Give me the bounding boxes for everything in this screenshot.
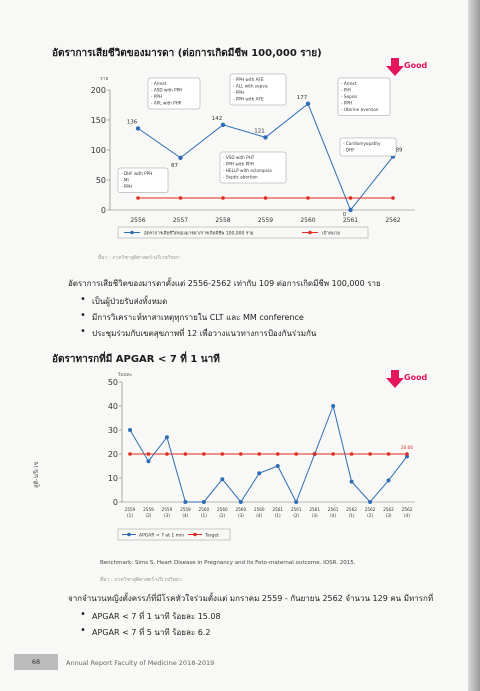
y-tick-label: 50 bbox=[107, 378, 118, 387]
x-tick-label: 2560 bbox=[235, 507, 247, 512]
x-tick-sublabel: (2) bbox=[145, 513, 152, 518]
good-label: Good bbox=[404, 61, 428, 70]
target-data-point bbox=[165, 452, 169, 456]
annotation-line: - Sepsis bbox=[341, 94, 358, 99]
bullet-item: • APGAR < 7 ที่ 1 นาที ร้อยละ 15.08 bbox=[92, 610, 221, 623]
x-tick-label: 2560 bbox=[216, 507, 228, 512]
good-label: Good bbox=[404, 373, 428, 382]
x-tick-sublabel: (1) bbox=[348, 513, 355, 518]
data-label: 142 bbox=[211, 115, 223, 122]
x-tick-label: 2560 bbox=[300, 217, 316, 224]
annotation-line: - PPH bbox=[341, 100, 353, 106]
annotation-line: - ASD with PPH bbox=[151, 87, 183, 93]
apgar-data-point bbox=[331, 404, 335, 408]
mortality-data-point bbox=[178, 156, 182, 160]
maternal-mortality-chart bbox=[70, 68, 430, 248]
x-tick-sublabel: (1) bbox=[200, 513, 207, 518]
annotation-line: - HELLP with eclampsia bbox=[223, 168, 272, 173]
x-tick-label: 2559 bbox=[257, 217, 274, 224]
x-tick-sublabel: (2) bbox=[219, 513, 226, 518]
bullet-item: • มีการวิเคราะห์หาสาเหตุทุกรายใน CLT และ MM conference bbox=[92, 311, 304, 324]
x-tick-sublabel: (3) bbox=[163, 513, 170, 518]
page-edge-shadow bbox=[468, 0, 480, 691]
y-tick-label: 100 bbox=[90, 146, 106, 155]
annotation-line: - DHF bbox=[343, 147, 355, 153]
apgar-data-point bbox=[239, 500, 243, 504]
data-label: 177 bbox=[296, 94, 308, 101]
target-data-point bbox=[221, 196, 225, 200]
target-data-point bbox=[349, 196, 353, 200]
x-tick-label: 2561 bbox=[327, 507, 339, 512]
annotation-line: - MI bbox=[121, 177, 129, 183]
apgar-chart bbox=[100, 368, 420, 542]
target-data-point bbox=[239, 452, 243, 456]
chart1-source: ที่มา : ภาควิชาสูติศาสตร์-นรีเวชวิทยา bbox=[98, 255, 180, 261]
x-tick-label: 2559 bbox=[143, 507, 154, 512]
apgar-data-point bbox=[294, 500, 298, 504]
target-data-point bbox=[184, 452, 188, 456]
x-tick-sublabel: (4) bbox=[404, 513, 410, 518]
y-unit-label: ราย bbox=[100, 76, 109, 82]
annotation-line: - PPH bbox=[233, 90, 245, 95]
target-data-point bbox=[306, 196, 310, 200]
mortality-data-point bbox=[263, 135, 267, 139]
apgar-data-point bbox=[276, 464, 280, 468]
y-tick-label: 0 bbox=[112, 498, 118, 507]
bullet-item: • APGAR < 7 ที่ 5 นาที ร้อยละ 6.2 bbox=[92, 626, 210, 639]
legend-marker-target bbox=[308, 231, 312, 235]
x-tick-label: 2561 bbox=[290, 507, 302, 512]
apgar-data-point bbox=[128, 428, 132, 432]
paragraph-apgar: จากจำนวนหญิงตั้งครรภ์ที่มีโรคหัวใจร่วมตั้งแต่ มกราคม 2559 - กันยายน 2562 จำนวน 129 คน มีทารกที่ bbox=[68, 594, 434, 603]
x-tick-sublabel: (2) bbox=[367, 513, 374, 518]
y-tick-label: 50 bbox=[95, 176, 106, 185]
y-tick-label: 0 bbox=[100, 206, 106, 215]
apgar-data-point bbox=[165, 435, 169, 439]
x-tick-sublabel: (1) bbox=[274, 513, 281, 518]
x-tick-label: 2559 bbox=[161, 507, 173, 512]
annotation-line: - PPH bbox=[121, 184, 133, 189]
bullet-item: • ประชุมร่วมกับเขตสุขภาพที่ 12 เพื่อวางแนวทางการป้องกันร่วมกัน bbox=[92, 327, 316, 340]
x-tick-label: 2559 bbox=[124, 507, 136, 512]
target-data-point bbox=[136, 196, 140, 200]
annotation-line: - Uterine eversion bbox=[341, 107, 379, 112]
x-tick-label: 2562 bbox=[364, 507, 376, 512]
data-label: 87 bbox=[171, 162, 178, 169]
x-tick-label: 2562 bbox=[383, 507, 394, 512]
target-data-point bbox=[391, 196, 395, 200]
annotation-line: - VSD with PHT bbox=[223, 155, 255, 160]
target-data-point bbox=[128, 452, 132, 456]
annotation-line: - PPH with AFE bbox=[233, 96, 264, 102]
annotation-line: - PIH bbox=[341, 87, 351, 93]
apgar-data-point bbox=[350, 480, 354, 484]
annotation-line: - PPH bbox=[151, 94, 163, 99]
target-data-point bbox=[313, 452, 317, 456]
apgar-data-point bbox=[387, 478, 391, 482]
apgar-data-point bbox=[257, 471, 261, 475]
y-tick-label: 200 bbox=[90, 86, 106, 95]
target-data-point bbox=[331, 452, 335, 456]
y-tick-label: 10 bbox=[107, 474, 118, 483]
apgar-data-point bbox=[220, 477, 224, 481]
y-unit-label: ร้อยละ bbox=[118, 372, 133, 378]
target-end-label: 20.00 bbox=[401, 445, 413, 450]
chart2-source: ที่มา : ภาควิชาสูติศาสตร์-นรีเวชวิทยา bbox=[100, 577, 182, 583]
target-data-point bbox=[276, 452, 280, 456]
mortality-data-point bbox=[136, 126, 140, 130]
y-tick-label: 20 bbox=[107, 450, 118, 459]
x-tick-label: 2561 bbox=[272, 507, 284, 512]
x-tick-label: 2558 bbox=[215, 217, 231, 224]
legend-marker-target bbox=[193, 533, 197, 537]
x-tick-label: 2561 bbox=[342, 217, 359, 224]
target-data-point bbox=[387, 452, 391, 456]
apgar-data-point bbox=[183, 500, 187, 504]
legend-label-mortality: อัตราการเสียชีวิตของมารดา/การเกิดมีชีพ 100,000 ราย bbox=[144, 231, 254, 237]
annotation-line: - Arrest bbox=[341, 81, 357, 86]
x-tick-sublabel: (3) bbox=[237, 513, 244, 518]
x-tick-sublabel: (3) bbox=[311, 513, 318, 518]
annotation-line: - PPH with PPH bbox=[223, 161, 254, 167]
legend-label-target: Target bbox=[205, 533, 219, 539]
target-data-point bbox=[405, 452, 409, 456]
apgar-data-point bbox=[146, 459, 150, 463]
data-label: 121 bbox=[254, 128, 265, 135]
x-tick-label: 2562 bbox=[401, 507, 413, 512]
apgar-data-point bbox=[368, 500, 372, 504]
target-data-point bbox=[257, 452, 261, 456]
x-tick-label: 2562 bbox=[385, 217, 401, 224]
y-tick-label: 40 bbox=[107, 402, 118, 411]
data-label: 89 bbox=[395, 147, 403, 154]
target-data-point bbox=[179, 196, 183, 200]
maternal-mortality-title: อัตราการเสียชีวิตของมารดา (ต่อการเกิดมีชีพ 100,000 ราย) bbox=[52, 48, 322, 59]
target-data-point bbox=[368, 452, 372, 456]
legend-marker-mortality bbox=[130, 231, 134, 235]
x-tick-sublabel: (4) bbox=[182, 513, 189, 518]
x-tick-sublabel: (2) bbox=[293, 513, 300, 518]
target-data-point bbox=[294, 452, 298, 456]
x-tick-label: 2562 bbox=[346, 507, 357, 512]
y-tick-label: 30 bbox=[107, 426, 118, 435]
data-label: 136 bbox=[126, 119, 138, 126]
paragraph-maternal: อัตราการเสียชีวิตของมารดาตั้งแต่ 2556-2562 เท่ากับ 109 ต่อการเกิดมีชีพ 100,000 ราย bbox=[68, 279, 381, 288]
x-tick-label: 2556 bbox=[130, 217, 146, 224]
footer-text: Annual Report Faculty of Medicine 2018-2019 bbox=[66, 659, 215, 667]
legend-label-target: เป้าหมาย bbox=[322, 231, 341, 237]
target-data-point bbox=[350, 452, 354, 456]
target-data-point bbox=[264, 196, 268, 200]
annotation-line: - Cardiomyopathy bbox=[343, 141, 381, 146]
target-data-point bbox=[202, 452, 206, 456]
side-label: สูติ-นรีเวช bbox=[33, 461, 40, 488]
target-data-point bbox=[147, 452, 151, 456]
bullet-item: • เป็นผู้ป่วยรับส่งทั้งหมด bbox=[92, 295, 167, 308]
page-number: 68 bbox=[14, 654, 58, 670]
annotation-line: - DHF with PPH bbox=[121, 171, 153, 176]
x-tick-sublabel: (4) bbox=[256, 513, 263, 518]
x-tick-sublabel: (1) bbox=[127, 513, 133, 518]
x-tick-label: 2557 bbox=[172, 217, 189, 224]
x-tick-sublabel: (3) bbox=[385, 513, 392, 518]
annotation-line: - APL with PHP bbox=[151, 100, 182, 106]
x-tick-label: 2561 bbox=[309, 507, 321, 512]
mortality-data-point bbox=[348, 208, 352, 212]
annotation-line: - ALL with sepsis bbox=[233, 83, 268, 89]
legend-marker-apgar bbox=[127, 533, 131, 537]
mortality-data-point bbox=[306, 102, 310, 106]
legend-label-apgar: APGAR < 7 at 1 min bbox=[139, 533, 185, 539]
data-label: 0 bbox=[342, 212, 347, 218]
y-tick-label: 150 bbox=[90, 116, 106, 125]
x-tick-sublabel: (4) bbox=[330, 513, 337, 518]
target-data-point bbox=[221, 452, 225, 456]
annotation-line: - Septic abortion bbox=[223, 174, 258, 180]
x-tick-label: 2560 bbox=[253, 507, 265, 512]
apgar-data-point bbox=[202, 500, 206, 504]
x-tick-label: 2559 bbox=[180, 507, 191, 512]
apgar-reference: Benchmark: Sims S. Heart Disease in Pregnancy and its Feto-maternal outcome. IOSR. 2015. bbox=[100, 560, 356, 566]
annotation-line: - PPH with AFE bbox=[233, 77, 264, 82]
mortality-data-point bbox=[221, 123, 225, 127]
annotation-line: - Arrest bbox=[151, 81, 167, 86]
x-tick-label: 2560 bbox=[198, 507, 210, 512]
apgar-title: อัตราทารกที่มี APGAR < 7 ที่ 1 นาที bbox=[52, 354, 220, 365]
